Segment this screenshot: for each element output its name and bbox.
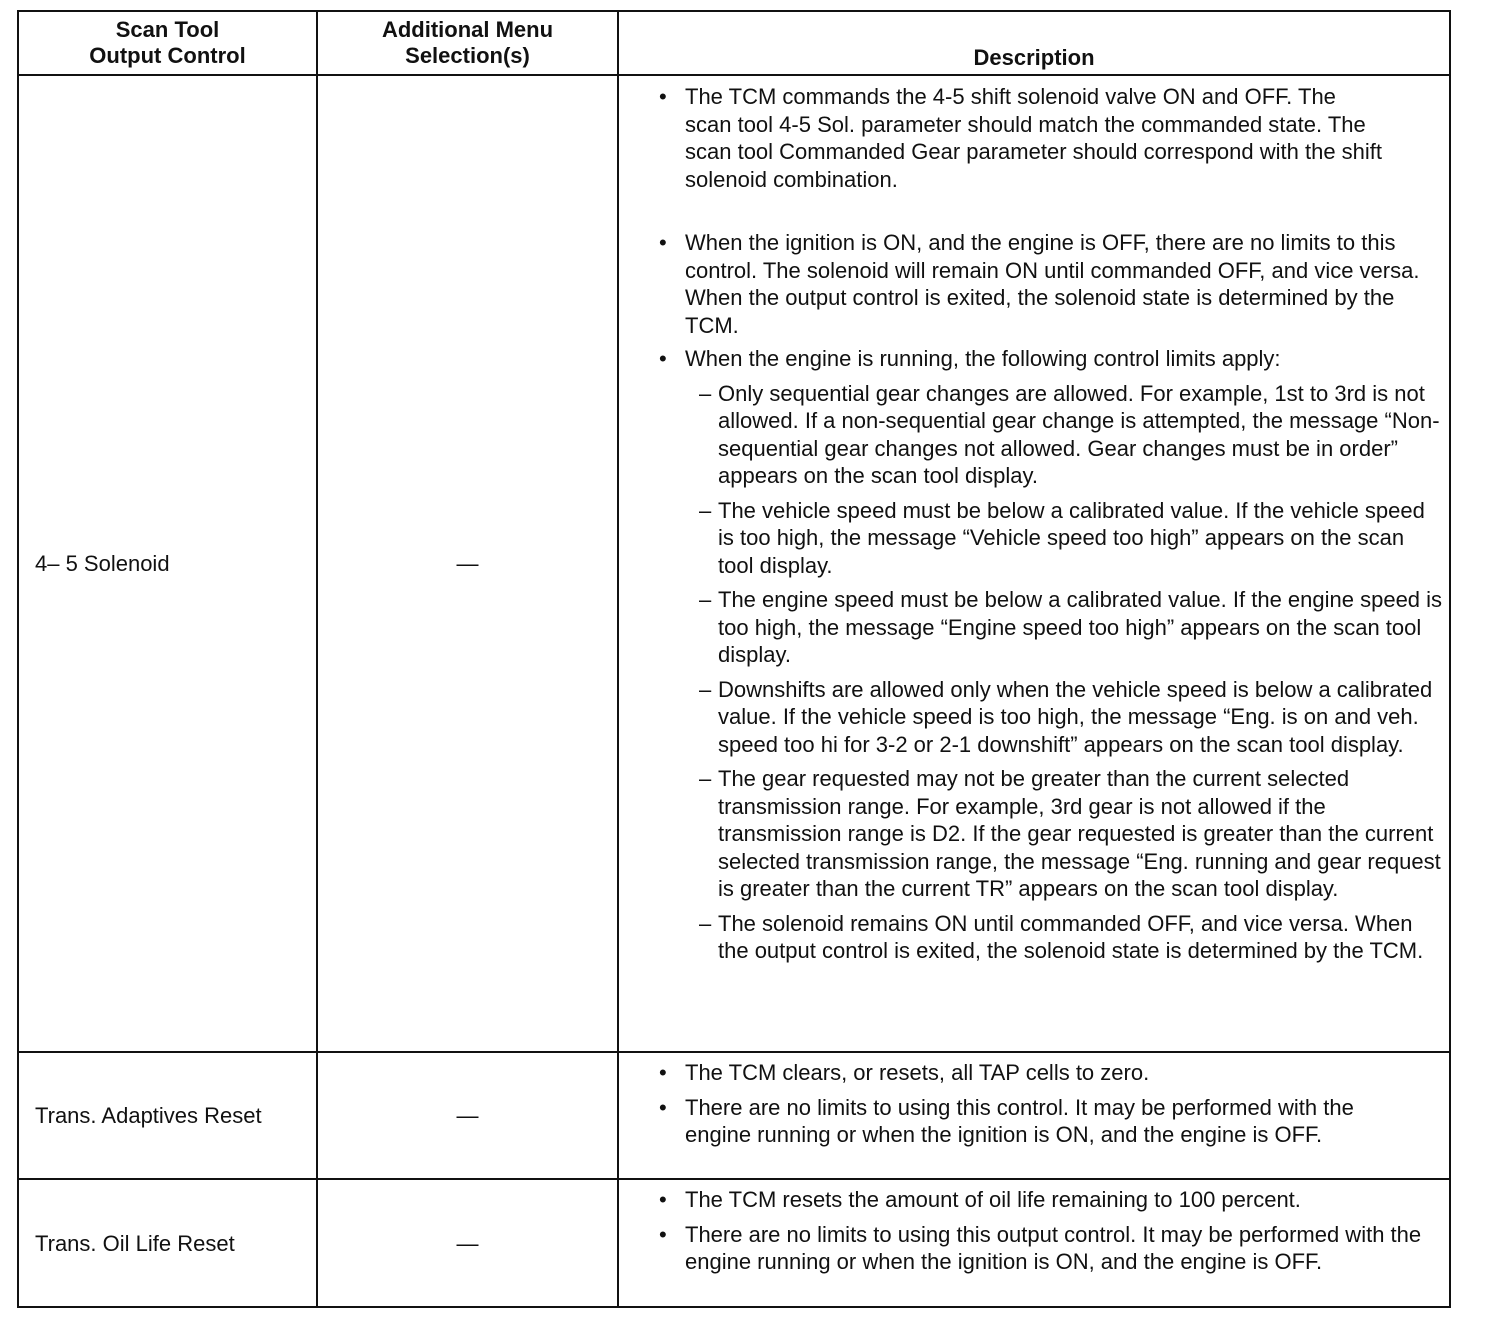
description-sub-item: – The solenoid remains ON until commanded OFF, and vice versa. When the output control is exited, the solenoid state is determined by the TCM. bbox=[619, 910, 1443, 965]
selection-value: — bbox=[456, 551, 479, 576]
output-control-table bbox=[17, 10, 1451, 1308]
description-bullet: • The TCM commands the 4-5 shift solenoid valve ON and OFF. The scan tool 4-5 Sol. parameter should match the commanded state. The scan tool Commanded Gear parameter should correspond with the shift solenoid combination. bbox=[619, 83, 1385, 193]
row-trans-oil-life-reset-selection bbox=[318, 1180, 617, 1307]
description-sub-item: – The engine speed must be below a calibrated value. If the engine speed is too high, the message “Engine speed too high” appears on the scan tool display. bbox=[619, 586, 1443, 669]
selection-value: — bbox=[456, 1231, 479, 1256]
description-bullet: • There are no limits to using this control. It may be performed with the engine running or when the ignition is ON, and the engine is OFF. bbox=[619, 1094, 1425, 1149]
row-4-5-solenoid-selection bbox=[318, 76, 617, 1051]
row-trans-oil-life-reset-control bbox=[35, 1180, 315, 1307]
row-trans-adaptives-reset-description bbox=[619, 1059, 1443, 1149]
row-trans-oil-life-reset-description bbox=[619, 1186, 1443, 1276]
description-sub-item: – Downshifts are allowed only when the vehicle speed is below a calibrated value. If the vehicle speed is too high, the message “Eng. is on and veh. speed too hi for 3-2 or 2-1 downshift” appears on the scan tool display. bbox=[619, 676, 1443, 759]
description-bullet: • The TCM resets the amount of oil life remaining to 100 percent. bbox=[619, 1186, 1443, 1214]
header-description: Description bbox=[973, 45, 1095, 70]
control-name: Trans. Adaptives Reset bbox=[35, 1103, 262, 1128]
header-additional-menu-selections bbox=[318, 12, 617, 74]
description-bullet: • When the engine is running, the following control limits apply: bbox=[619, 345, 1443, 373]
header-col2-line2: Selection(s) bbox=[405, 43, 530, 68]
row-trans-adaptives-reset-control bbox=[35, 1053, 315, 1178]
row-4-5-solenoid-control bbox=[35, 76, 315, 1051]
control-name: 4– 5 Solenoid bbox=[35, 551, 170, 576]
description-sub-item: – The gear requested may not be greater than the current selected transmission range. For example, 3rd gear is not allowed if the transmission range is D2. If the gear requested is greater than the current selected transmission range, the message “Eng. running and gear request is greater than the current TR” appears on the scan tool display. bbox=[619, 765, 1443, 903]
row-4-5-solenoid-description bbox=[619, 83, 1443, 965]
description-sub-item: – Only sequential gear changes are allowed. For example, 1st to 3rd is not allowed. If a non-sequential gear change is attempted, the message “Non-sequential gear changes not allowed. Gear changes must be in order” appears on the scan tool display. bbox=[619, 380, 1443, 490]
control-name: Trans. Oil Life Reset bbox=[35, 1231, 235, 1256]
header-col1-line2: Output Control bbox=[89, 43, 246, 68]
description-bullet: • When the ignition is ON, and the engine is OFF, there are no limits to this control. The solenoid will remain ON until commanded OFF, and vice versa. When the output control is exited, the solenoid state is determined by the TCM. bbox=[619, 229, 1443, 339]
selection-value: — bbox=[456, 1103, 479, 1128]
header-scan-tool-output-control bbox=[19, 12, 316, 74]
header-col1-line1: Scan Tool bbox=[115, 17, 220, 42]
row-trans-adaptives-reset-selection bbox=[318, 1053, 617, 1178]
header-col2-line1: Additional Menu bbox=[381, 17, 554, 42]
description-sub-item: – The vehicle speed must be below a calibrated value. If the vehicle speed is too high, the message “Vehicle speed too high” appears on the scan tool display. bbox=[619, 497, 1443, 580]
description-bullet: • There are no limits to using this output control. It may be performed with the engine running or when the ignition is ON, and the engine is OFF. bbox=[619, 1221, 1443, 1276]
description-bullet: • The TCM clears, or resets, all TAP cells to zero. bbox=[619, 1059, 1443, 1087]
